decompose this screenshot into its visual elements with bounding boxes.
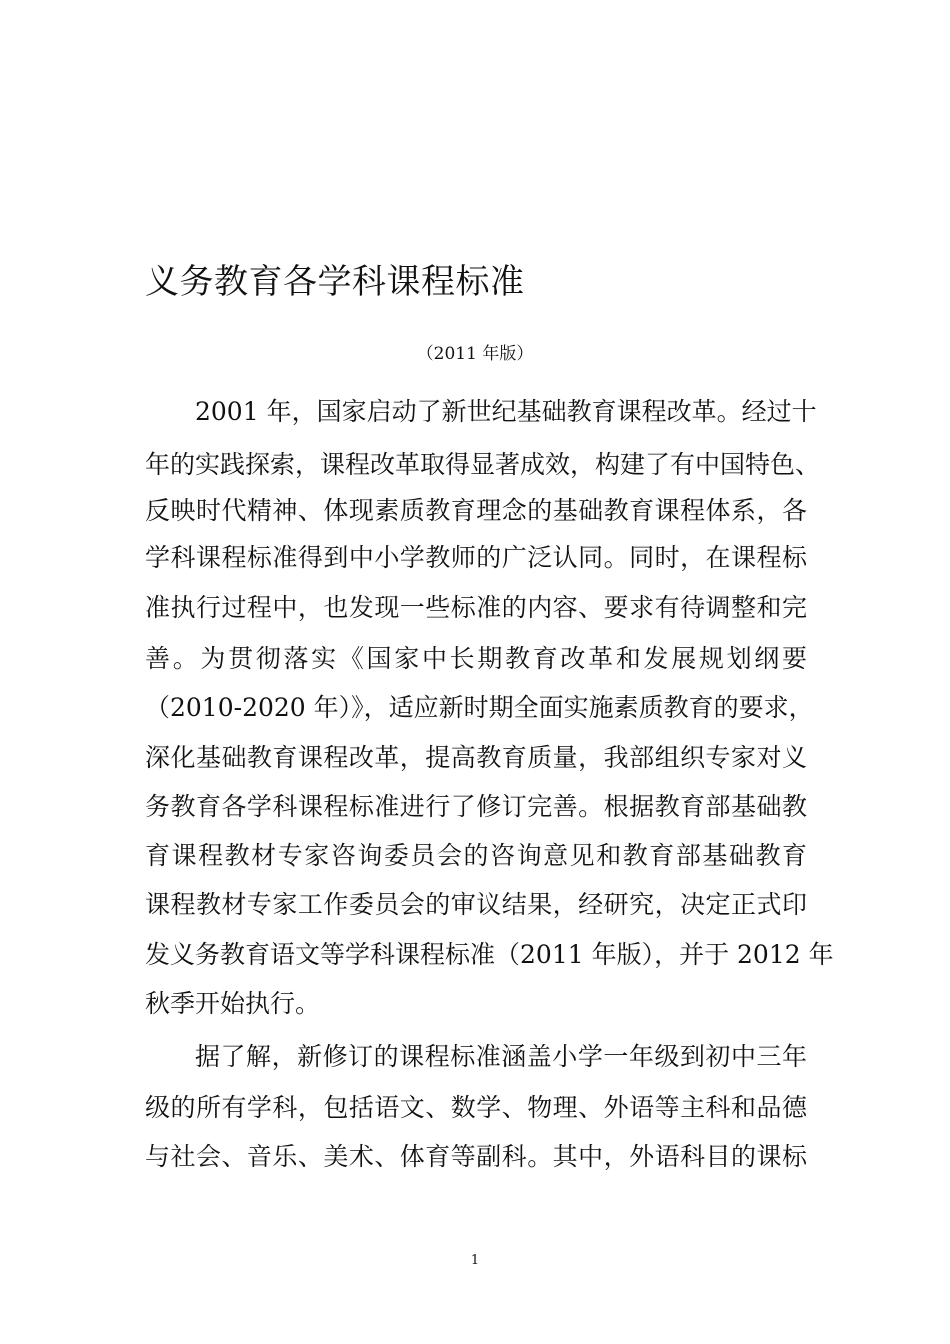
paragraph-line: 秋季开始执行。 xyxy=(145,989,321,1018)
paragraph-line: 年的实践探索，课程改革取得显著成效，构建了有中国特色、 xyxy=(145,450,821,479)
paragraph-line: 育课程教材专家咨询委员会的咨询意见和教育部基础教育 xyxy=(145,841,807,870)
paragraph-line: 务教育各学科课程标准进行了修订完善。根据教育部基础教 xyxy=(145,792,807,821)
paragraph-line: 课程教材专家工作委员会的审议结果，经研究，决定正式印 xyxy=(145,890,807,919)
edition-label: （2011 年版） xyxy=(416,344,534,364)
paragraph-line: 级的所有学科，包括语文、数学、物理、外语等主科和品德 xyxy=(145,1093,807,1122)
paragraph-line: 2001 年，国家启动了新世纪基础教育课程改革。经过十 xyxy=(195,397,817,426)
page-number: 1 xyxy=(470,1253,480,1268)
paragraph-line: 准执行过程中，也发现一些标准的内容、要求有待调整和完 xyxy=(145,593,807,622)
paragraph-line: 反映时代精神、体现素质教育理念的基础教育课程体系，各 xyxy=(145,496,807,525)
paragraph-line: 学科课程标准得到中小学教师的广泛认同。同时，在课程标 xyxy=(145,543,807,572)
paragraph-line: 发义务教育语文等学科课程标准（2011 年版），并于 2012 年 xyxy=(145,940,834,969)
paragraph-line: 据了解，新修订的课程标准涵盖小学一年级到初中三年 xyxy=(195,1042,807,1071)
paragraph-line: 善。为贯彻落实《国家中长期教育改革和发展规划纲要 xyxy=(145,644,807,673)
document-title: 义务教育各学科课程标准 xyxy=(145,262,525,302)
paragraph-line: （2010-2020 年）》，适应新时期全面实施素质教育的要求， xyxy=(145,693,814,722)
paragraph-line: 深化基础教育课程改革，提高教育质量，我部组织专家对义 xyxy=(145,743,807,772)
paragraph-line: 与社会、音乐、美术、体育等副科。其中，外语科目的课标 xyxy=(145,1142,807,1171)
